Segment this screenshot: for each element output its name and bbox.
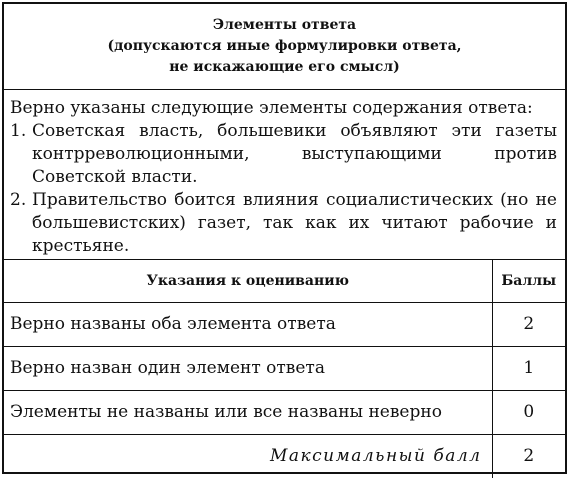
criteria-cell: Верно назван один элемент ответа: [4, 346, 492, 390]
grading-table: [4, 260, 565, 478]
answer-item-1: [10, 120, 557, 189]
max-score-row: [4, 434, 565, 478]
content-lead: Верно указаны следующие элементы содержания ответа:: [10, 98, 533, 118]
table-row: [4, 346, 565, 390]
criteria-column-header: Указания к оцениванию: [4, 260, 492, 302]
header-note-line-2: не искажающие его смысл): [169, 59, 400, 75]
answer-item-text: Советская власть, большевики объявляют эти газеты контрреволюционными, выступающими против Советской власти.: [32, 121, 557, 187]
answer-item-number: 2.: [10, 190, 27, 210]
criteria-cell: Элементы не названы или все названы неверно: [4, 390, 492, 434]
grading-header-row: [4, 260, 565, 302]
header-note-line-1: (допускаются иные формулировки ответа,: [107, 38, 462, 54]
max-score-label: Максимальный балл: [4, 434, 492, 478]
answer-item-text: Правительство боится влияния социалистических (но не большевистских) газет, так как их читают рабочие и крестьяне.: [32, 190, 557, 256]
answer-item-number: 1.: [10, 121, 27, 141]
answer-elements-header: [4, 4, 565, 90]
criteria-cell: Верно названы оба элемента ответа: [4, 302, 492, 346]
answer-key-sheet: [2, 2, 567, 474]
header-title: Элементы ответа: [212, 17, 357, 33]
table-row: [4, 390, 565, 434]
points-cell: 2: [492, 302, 565, 346]
table-row: [4, 302, 565, 346]
points-column-header: Баллы: [492, 260, 565, 302]
max-score-value: 2: [523, 446, 535, 467]
answer-content: [4, 90, 565, 260]
points-cell: 0: [492, 390, 565, 434]
points-cell: 1: [492, 346, 565, 390]
answer-item-2: [10, 189, 557, 258]
